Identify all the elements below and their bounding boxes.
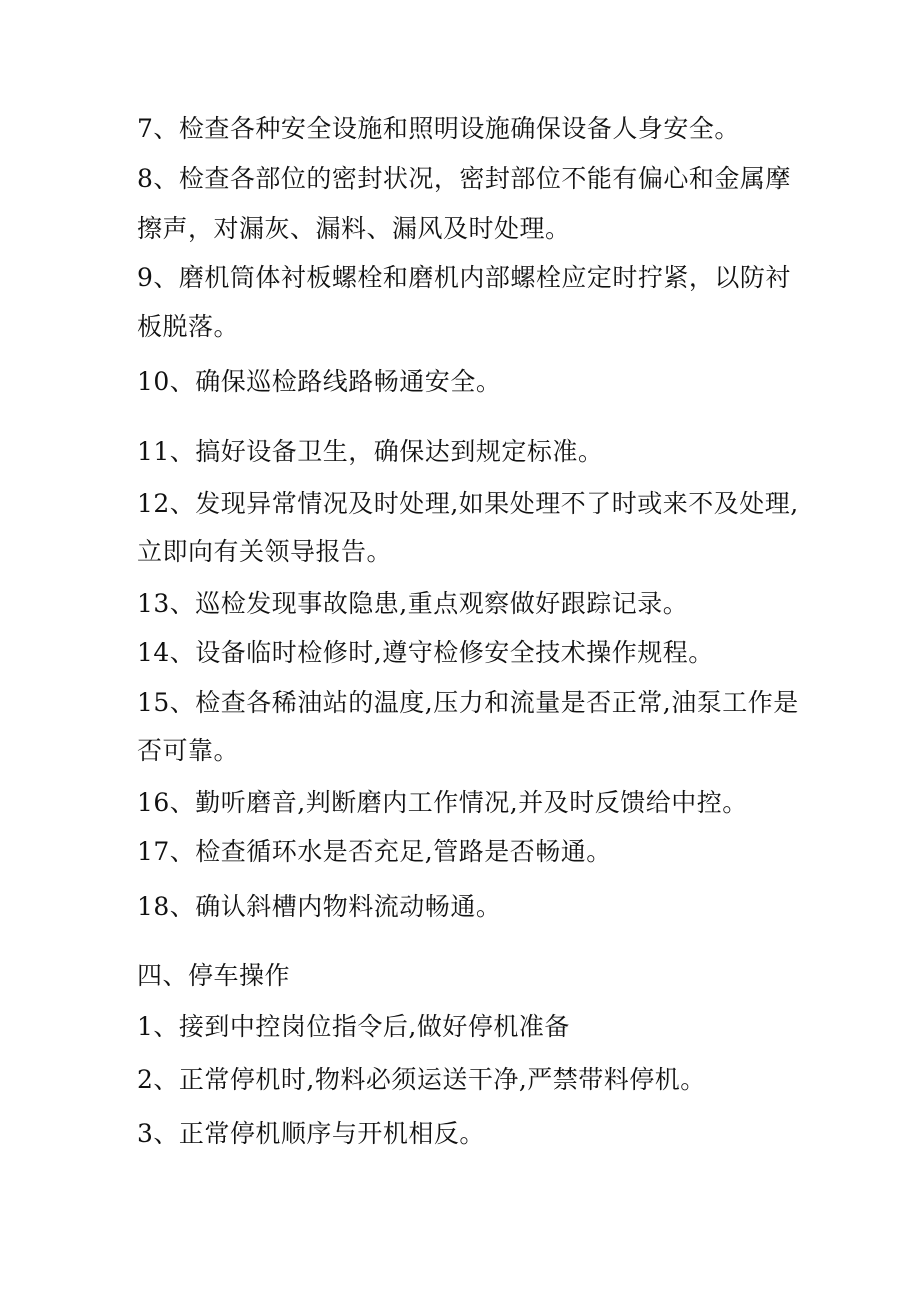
text-line-item-9: 9、磨机筒体衬板螺栓和磨机内部螺栓应定时拧紧，以防衬 bbox=[137, 263, 791, 292]
text-line-item-9-cont: 板脱落。 bbox=[137, 312, 240, 341]
text-line-item-14: 14、设备临时检修时,遵守检修安全技术操作规程。 bbox=[137, 638, 714, 667]
text-line-item-15-cont: 否可靠。 bbox=[137, 736, 240, 765]
text-line-item-7: 7、检查各种安全设施和照明设施确保设备人身安全。 bbox=[137, 114, 740, 143]
text-line-item-17: 17、检查循环水是否充足,管路是否畅通。 bbox=[137, 837, 612, 866]
text-line-stop-2: 2、正常停机时,物料必须运送干净,严禁带料停机。 bbox=[137, 1065, 706, 1094]
text-line-item-12-cont: 立即向有关领导报告。 bbox=[137, 537, 393, 566]
text-line-item-11: 11、搞好设备卫生，确保达到规定标准。 bbox=[137, 437, 604, 466]
text-line-item-12: 12、发现异常情况及时处理,如果处理不了时或来不及处理, bbox=[137, 489, 799, 518]
text-line-item-8: 8、检查各部位的密封状况，密封部位不能有偏心和金属摩 bbox=[137, 164, 791, 193]
text-line-item-13: 13、巡检发现事故隐患,重点观察做好跟踪记录。 bbox=[137, 589, 689, 618]
text-line-item-8-cont: 擦声，对漏灰、漏料、漏风及时处理。 bbox=[137, 214, 571, 243]
text-line-item-15: 15、检查各稀油站的温度,压力和流量是否正常,油泵工作是 bbox=[137, 688, 799, 717]
text-line-stop-1: 1、接到中控岗位指令后,做好停机准备 bbox=[137, 1012, 570, 1041]
text-line-item-10: 10、确保巡检路线路畅通安全。 bbox=[137, 367, 502, 396]
text-line-item-16: 16、勤听磨音,判断磨内工作情况,并及时反馈给中控。 bbox=[137, 788, 748, 817]
text-line-item-18: 18、确认斜槽内物料流动畅通。 bbox=[137, 892, 502, 921]
section-heading-stop-operation: 四、停车操作 bbox=[137, 961, 291, 990]
text-line-stop-3: 3、正常停机顺序与开机相反。 bbox=[137, 1119, 485, 1148]
